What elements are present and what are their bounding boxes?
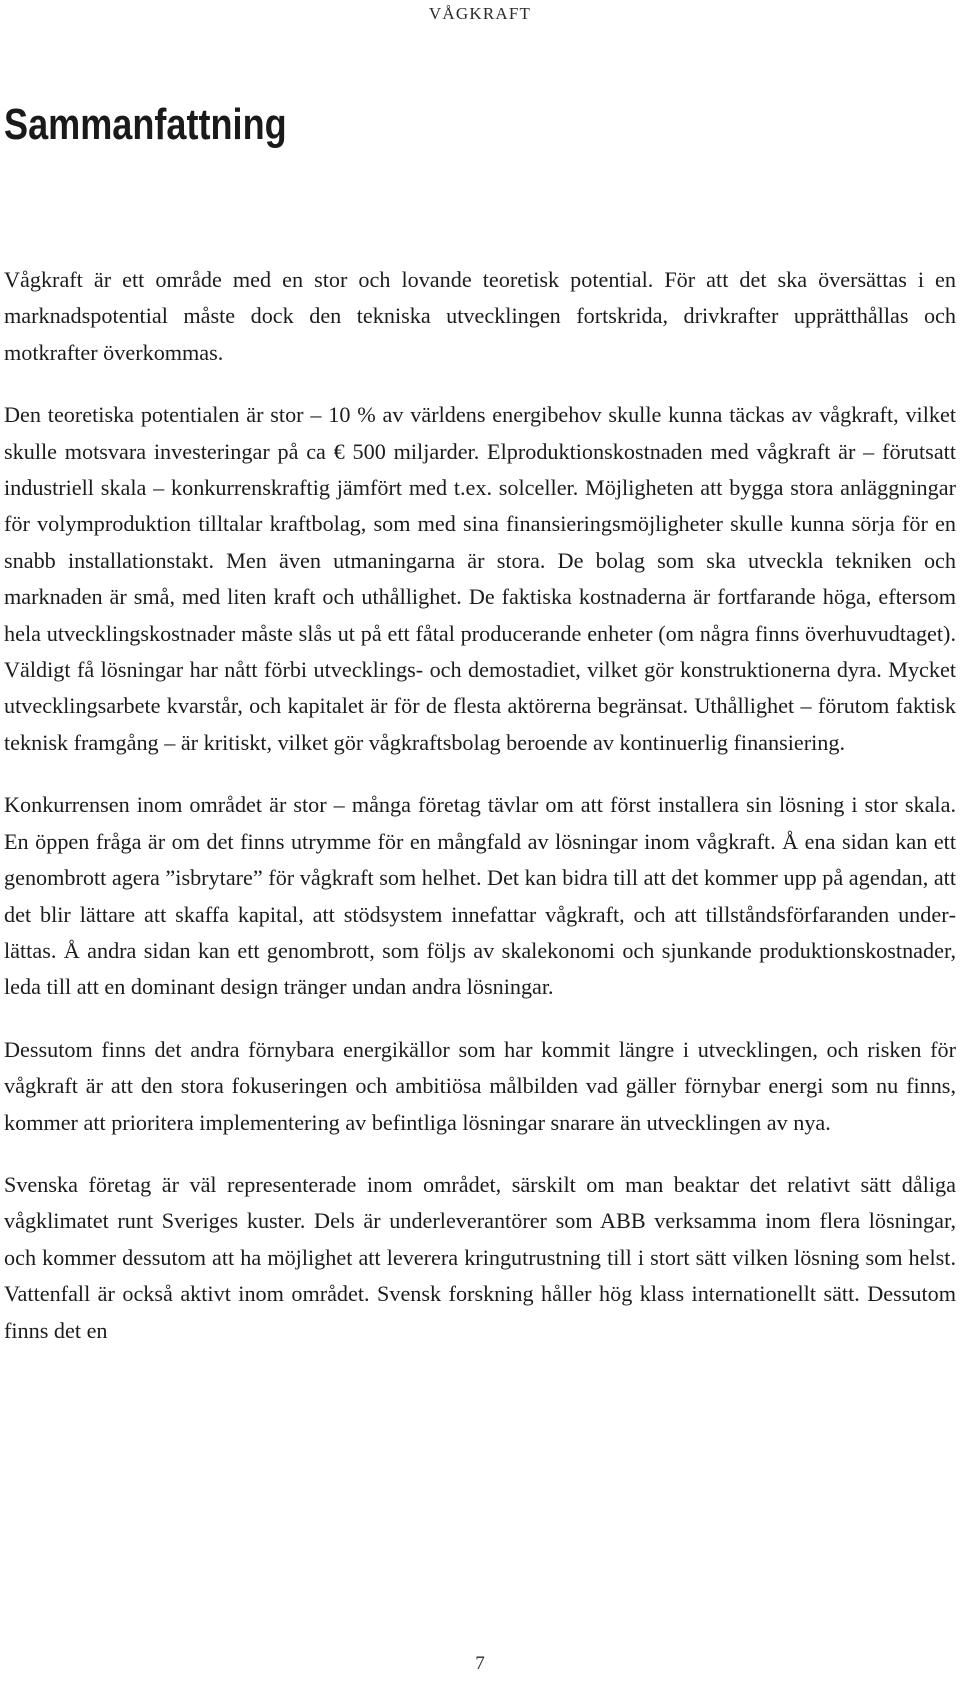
page-number: 7 [475,1653,485,1674]
paragraph-swedish-companies: Svenska företag är väl representerade inom området, särskilt om man beaktar det relativt sätt dåliga vågklimatet runt Sveriges kuster. Dels är underleverantörer som ABB verksamma inom flera lösningar, och kommer dessutom att ha möjlighet att leverera kringutrustning till i stort sätt vilken lösning som helst. Vattenfall är också aktivt inom området. Svensk forskning håller hög klass internationellt sätt. Dessutom finns det en [4,1171,956,1343]
body-text [4,262,956,1349]
running-header: VÅGKRAFT [428,4,532,23]
paragraph-competition: Konkurrensen inom området är stor – många företag tävlar om att först installera sin lösning i stor skala. En öppen fråga är om det finns utrymme för en mångfald av lösningar inom vågkraft. Å ena sidan kan ett genombrott agera ”isbrytare” för vågkraft som helhet. Det kan bidra till att det kommer upp på agendan, att det blir lättare att skaffa kapital, att stödsystem innefattar vågkraft, och att tillståndsförfaranden underlättas. Å andra sidan kan ett genombrott, som följs av skalekonomi och sjunkande produktionskostnader, leda till att en dominant design tränger undan andra lösningar. [4,792,956,1000]
paragraph-potential: Den teoretiska potentialen är stor – 10 % av världens energibehov skulle kunna täckas av vågkraft, vilket skulle motsvara investeringar på ca € 500 miljarder. Elproduktionskostnaden med vågkraft är – förutsatt industriell skala – konkurrenskraftig jämfört med t.ex. solceller. Möjligheten att bygga stora anläggningar för volymproduktion tilltalar kraftbolag, som med sina finansieringsmöjligheter skulle kunna sörja för en snabb installationstakt. Men även utmaningarna är stora. De bolag som ska utveckla tekniken och marknaden är små, med liten kraft och uthållighet. De faktiska kostnaderna är fortfarande höga, eftersom hela utvecklingskostnader måste slås ut på ett fåtal producerande enheter (om några finns överhuvudtaget). Väldigt få lösningar har nått förbi utvecklings- och demostadiet, vilket gör konstruktionerna dyra. Mycket utvecklingsarbete kvarstår, och kapitalet är för de flesta aktörerna begränsat. Uthållighet – förutom faktisk teknisk framgång – är kritiskt, vilket gör vågkraftsbolag beroende av kontinuerlig finansiering. [4,402,956,755]
section-title: Sammanfattning [4,100,287,149]
paragraph-renewables: Dessutom finns det andra förnybara energikällor som har kommit längre i utvecklingen, och risken för vågkraft är att den stora fokuseringen och ambitiösa målbilden vad gäller förnybar energi som nu finns, kommer att prioritera implementering av befintliga lösningar snarare än utvecklingen av nya. [4,1036,956,1135]
paragraph-intro: Vågkraft är ett område med en stor och lovande teoretisk potential. För att det ska översättas i en marknadspotential måste dock den tekniska utvecklingen fortskrida, drivkrafter upprätthållas och motkrafter överkommas. [4,267,956,365]
